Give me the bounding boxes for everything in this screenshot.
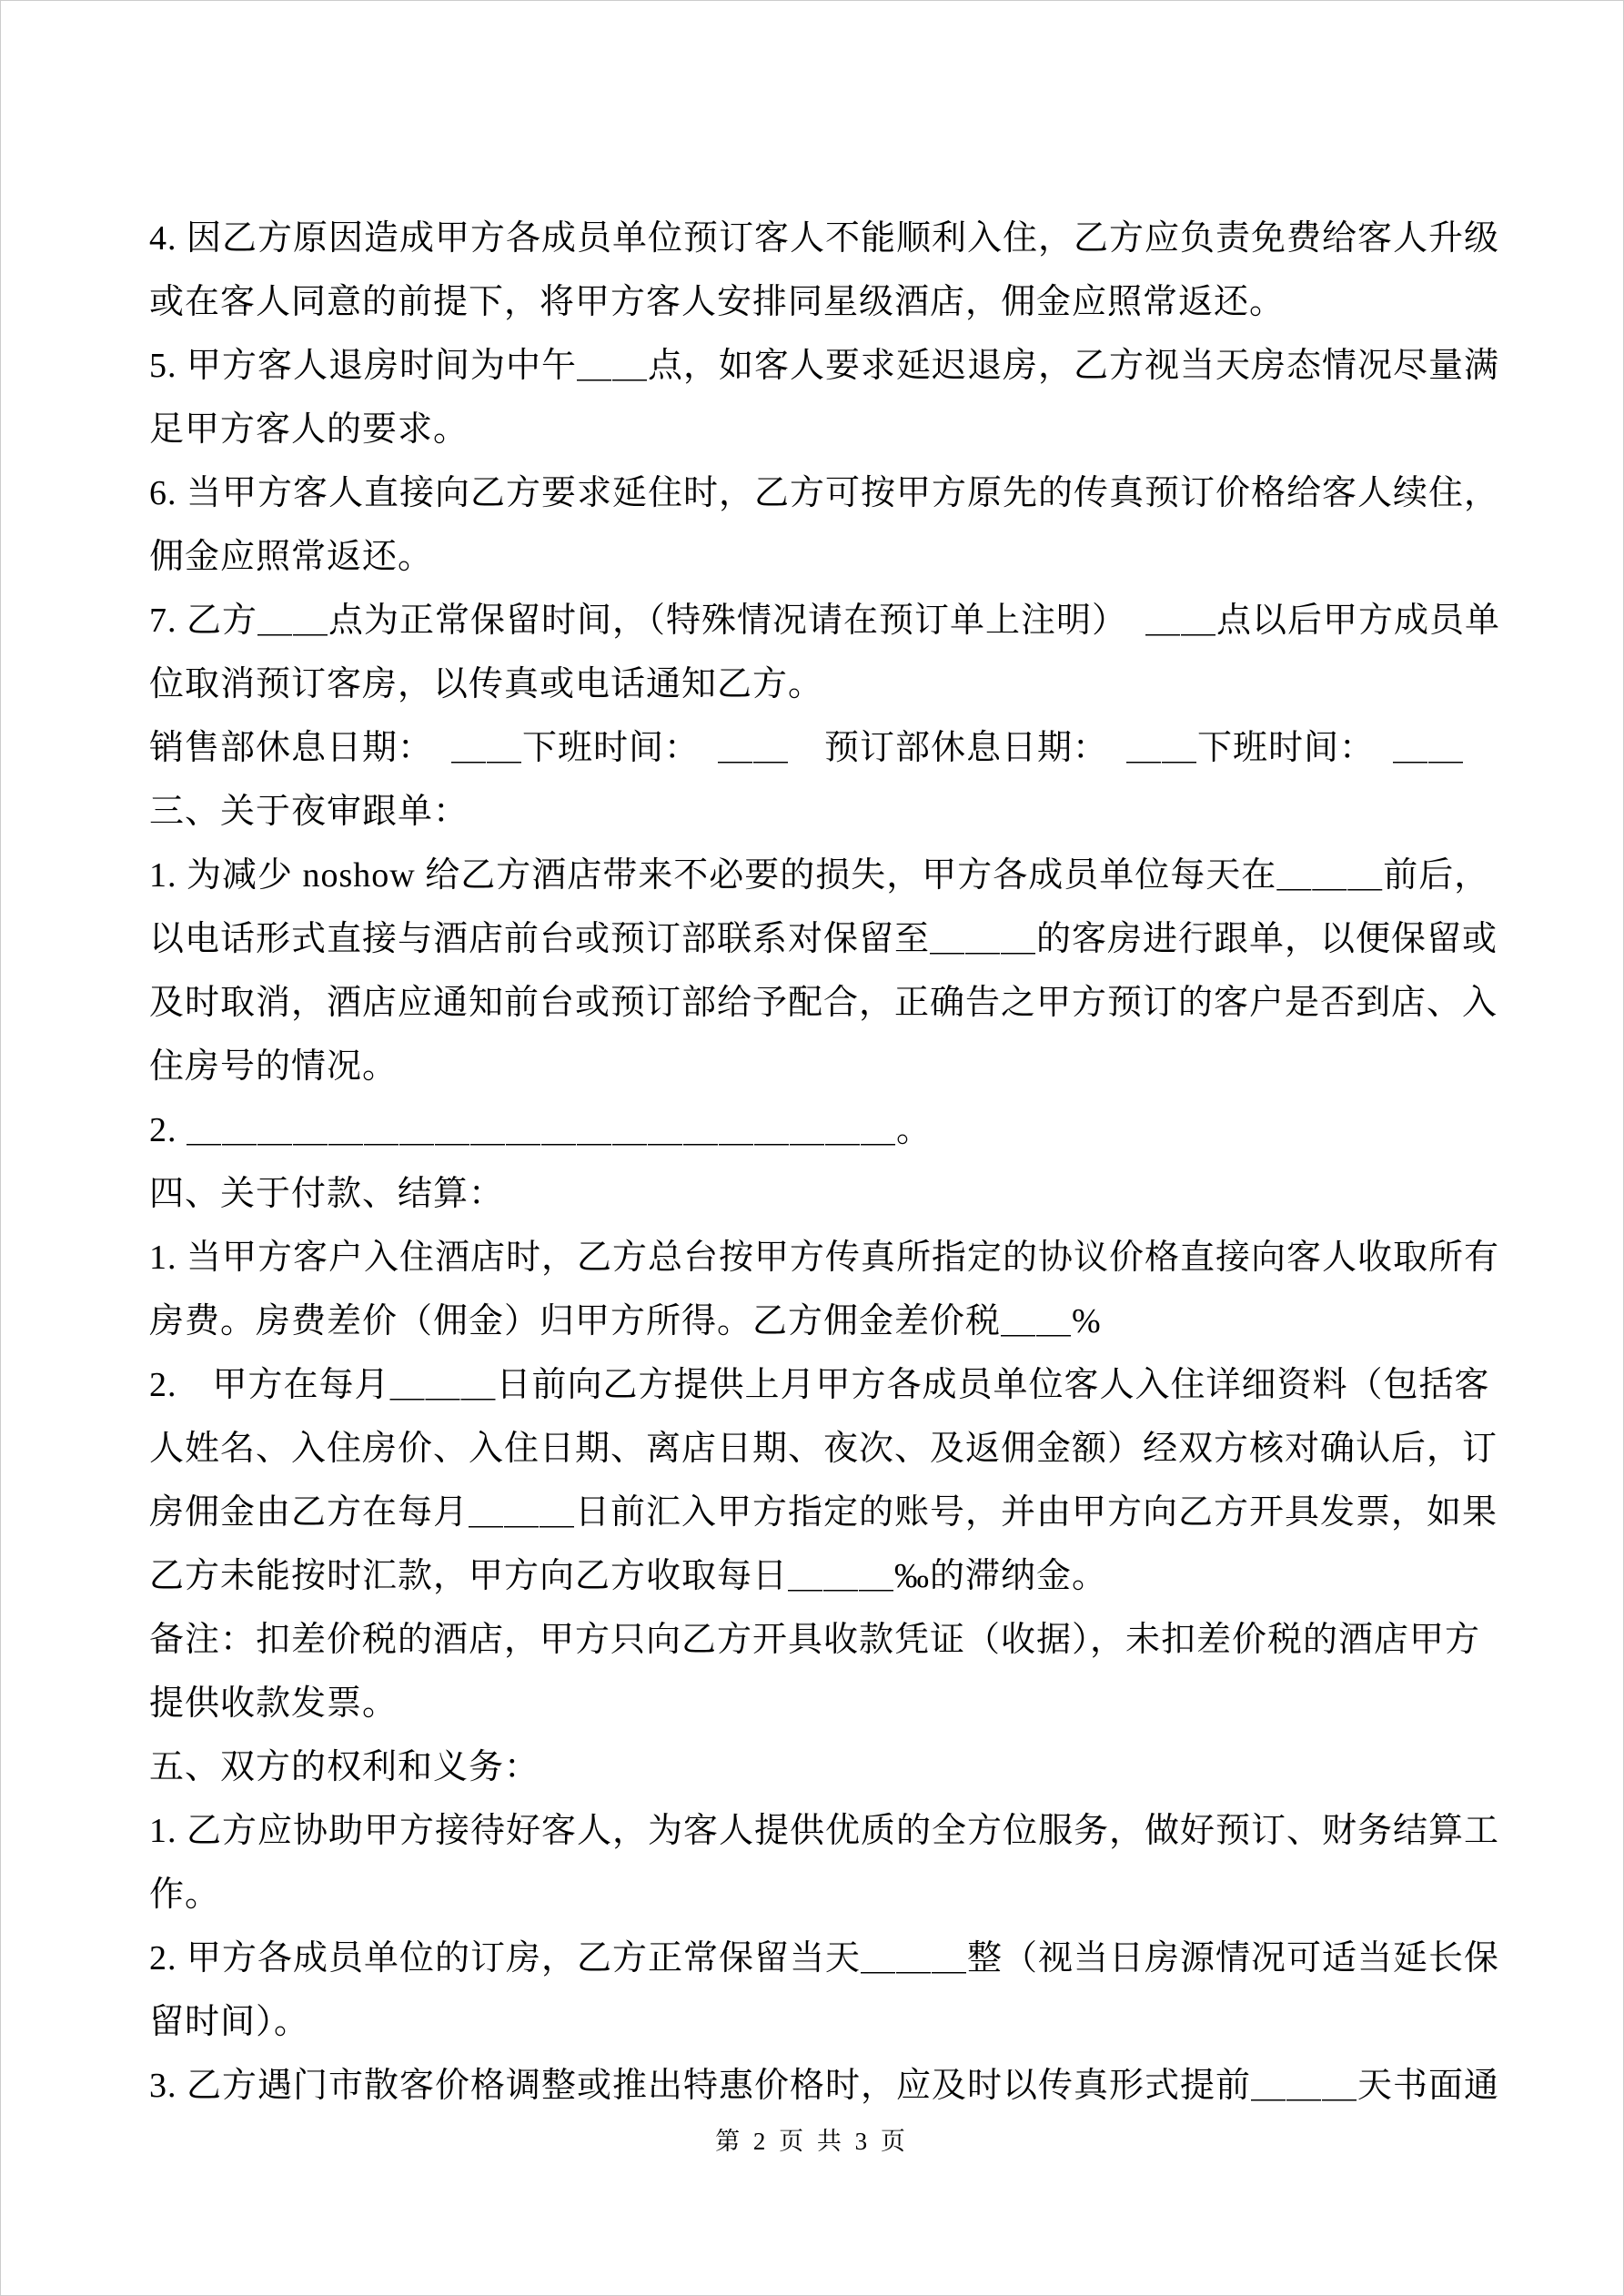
text-line: 1. 当甲方客户入住酒店时，乙方总台按甲方传真所指定的协议价格直接向客人收取所有 <box>149 1239 1500 1277</box>
text-line: 人姓名、入住房价、入住日期、离店日期、夜次、及返佣金额）经双方核对确认后，订 <box>149 1430 1498 1468</box>
text-line: 4. 因乙方原因造成甲方各成员单位预订客人不能顺利入住，乙方应负责免费给客人升级 <box>149 219 1500 258</box>
text-line: 2. 甲方各成员单位的订房，乙方正常保留当天＿＿＿整（视当日房源情况可适当延长保 <box>149 1939 1500 1977</box>
text-line: 1. 为减少 noshow 给乙方酒店带来不必要的损失，甲方各成员单位每天在＿＿＿前后， <box>149 856 1490 895</box>
text-line: 五、双方的权利和义务： <box>149 1748 540 1786</box>
text-line: 2. 甲方在每月＿＿＿日前向乙方提供上月甲方各成员单位客人入住详细资料（包括客 <box>149 1366 1490 1404</box>
text-line: 四、关于付款、结算： <box>149 1175 505 1213</box>
text-line: 1. 乙方应协助甲方接待好客人，为客人提供优质的全方位服务，做好预订、财务结算工 <box>149 1812 1500 1850</box>
text-line: 提供收款发票。 <box>149 1684 398 1723</box>
text-line: 足甲方客人的要求。 <box>149 410 469 449</box>
text-line: 乙方未能按时汇款，甲方向乙方收取每日＿＿＿‰的滞纳金。 <box>149 1557 1108 1595</box>
text-line: 2. ＿＿＿＿＿＿＿＿＿＿＿＿＿＿＿＿＿＿＿＿。 <box>149 1111 933 1149</box>
text-line: 房费。房费差价（佣金）归甲方所得。乙方佣金差价税＿＿% <box>149 1302 1102 1340</box>
text-line: 6. 当甲方客人直接向乙方要求延住时，乙方可按甲方原先的传真预订价格给客人续住， <box>149 474 1500 512</box>
text-line: 备注：扣差价税的酒店，甲方只向乙方开具收款凭证（收据），未扣差价税的酒店甲方 <box>149 1621 1481 1659</box>
text-line: 作。 <box>149 1876 221 1914</box>
text-line: 三、关于夜审跟单： <box>149 793 469 831</box>
text-line: 及时取消，酒店应通知前台或预订部给予配合，正确告之甲方预订的客户是否到店、入 <box>149 984 1498 1022</box>
page-footer: 第 2 页 共 3 页 <box>715 2128 909 2155</box>
document-body <box>149 207 1505 2118</box>
text-line: 房佣金由乙方在每月＿＿＿日前汇入甲方指定的账号，并由甲方向乙方开具发票，如果 <box>149 1493 1498 1532</box>
text-line: 以电话形式直接与酒店前台或预订部联系对保留至＿＿＿的客房进行跟单，以便保留或 <box>149 920 1498 958</box>
text-line: 留时间）。 <box>149 2003 310 2041</box>
text-line: 5. 甲方客人退房时间为中午＿＿点，如客人要求延迟退房，乙方视当天房态情况尽量满 <box>149 347 1500 385</box>
text-line: 7. 乙方＿＿点为正常保留时间，（特殊情况请在预订单上注明） ＿＿点以后甲方成员单 <box>149 602 1501 640</box>
text-line: 销售部休息日期： ＿＿下班时间： ＿＿ 预订部休息日期： ＿＿下班时间： ＿＿ <box>149 729 1465 767</box>
text-line: 或在客人同意的前提下，将甲方客人安排同星级酒店，佣金应照常返还。 <box>149 283 1286 321</box>
text-line: 住房号的情况。 <box>149 1047 398 1086</box>
text-line: 位取消预订客房，以传真或电话通知乙方。 <box>149 665 824 703</box>
text-line: 佣金应照常返还。 <box>149 538 434 576</box>
text-line: 3. 乙方遇门市散客价格调整或推出特惠价格时，应及时以传真形式提前＿＿＿天书面通 <box>149 2067 1500 2105</box>
